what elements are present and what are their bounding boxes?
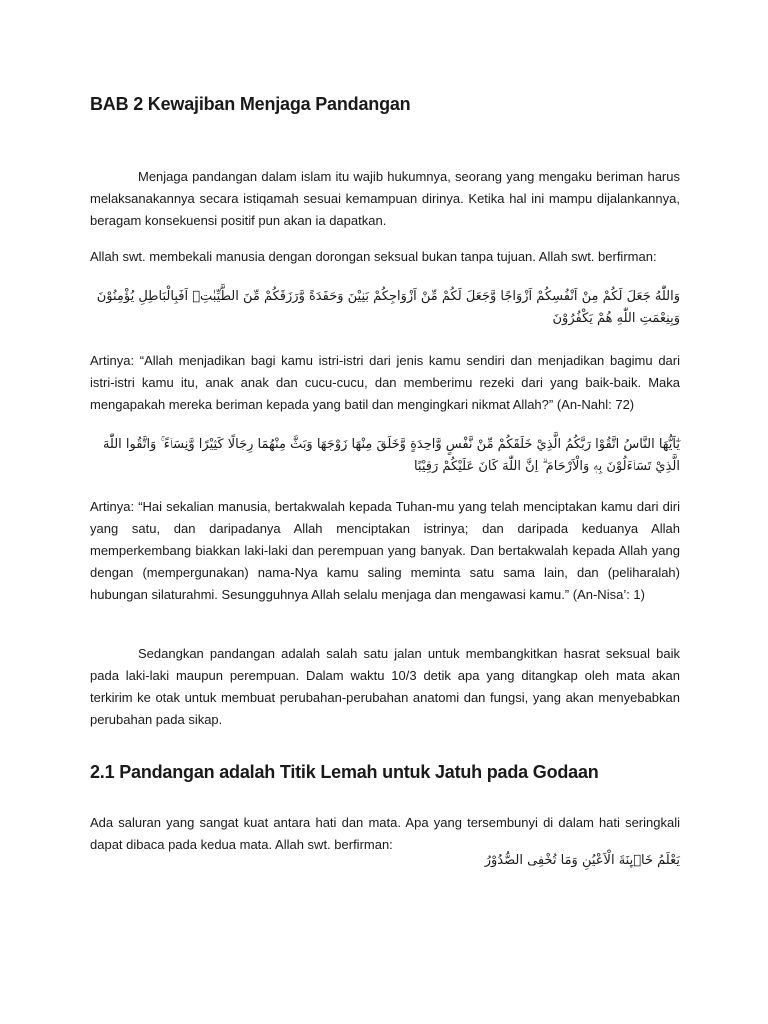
section-heading: 2.1 Pandangan adalah Titik Lemah untuk Jatuh pada Godaan <box>90 762 599 782</box>
arabic-verse-ghafir: يَعْلَمُ خَاۤىِٕنَةَ الْاَعْيُنِ وَمَا تُخْفِى الصُّدُوْرُ <box>484 853 680 868</box>
arabic-verse-an-nahl: وَاللّٰهُ جَعَلَ لَكُمْ مِنْ اَنْفُسِكُمْ اَزْوَاجًا وَّجَعَلَ لَكُمْ مِّنْ اَزْوَاجِكُمْ بَنِيْنَ وَحَفَدَةً وَّرَزَقَكُمْ مِّنَ الطَّيِّبٰتِۗ اَفَبِالْبَاطِلِ يُؤْمِنُوْنَ وَبِنِعْمَتِ اللّٰهِ هُمْ يَكْفُرُوْنَ <box>96 289 680 326</box>
paragraph-pandangan: Sedangkan pandangan adalah salah satu jalan untuk membangkitkan hasrat seksual baik pada laki-laki maupun perempuan. Dalam waktu 10/3 detik apa yang ditangkap oleh mata akan terkirim ke otak untuk membuat perubahan-perubahan anatomi dan fungsi, yang akan menyebabkan perubahan pada sikap. <box>90 646 680 727</box>
chapter-heading: BAB 2 Kewajiban Menjaga Pandangan <box>90 94 411 114</box>
translation-an-nahl: Artinya: “Allah menjadikan bagi kamu istri-istri dari jenis kamu sendiri dan menjadikan bagimu dari istri-istri kamu itu, anak anak dan cucu-cucu, dan memberimu rezeki dari yang baik-baik. Maka mengapakah mereka beriman kepada yang batil dan mengingkari nikmat Allah?” (An-Nahl: 72) <box>90 353 680 412</box>
translation-an-nisa: Artinya: “Hai sekalian manusia, bertakwalah kepada Tuhan-mu yang telah menciptakan kamu dari diri yang satu, dan daripadanya Allah menciptakan istrinya; dan daripada keduanya Allah memperkembang biakkan laki-laki dan perempuan yang banyak. Dan bertakwalah kepada Allah yang dengan (mempergunakan) nama-Nya kamu saling meminta satu sama lain, dan (peliharalah) hubungan silaturahmi. Sesungguhnya Allah selalu menjaga dan mengawasi kamu.” (An-Nisa’: 1) <box>90 499 680 602</box>
paragraph-hati-mata: Ada saluran yang sangat kuat antara hati dan mata. Apa yang tersembunyi di dalam hati seringkali dapat dibaca pada kedua mata. Allah swt. berfirman: <box>90 815 680 852</box>
paragraph-allah-swt: Allah swt. membekali manusia dengan dorongan seksual bukan tanpa tujuan. Allah swt. berfirman: <box>90 249 657 264</box>
arabic-verse-an-nisa: يٰٓاَيُّهَا النَّاسُ اتَّقُوْا رَبَّكُمُ الَّذِيْ خَلَقَكُمْ مِّنْ نَّفْسٍ وَّاحِدَةٍ وَّخَلَقَ مِنْهَا زَوْجَهَا وَبَثَّ مِنْهُمَا رِجَالًا كَثِيْرًا وَّنِسَاۤءً ۚ وَاتَّقُوا اللّٰهَ الَّذِيْ تَسَاۤءَلُوْنَ بِهٖ وَالْاَرْحَامَ ۗ اِنَّ اللّٰهَ كَانَ عَلَيْكُمْ رَقِيْبًا <box>102 437 680 474</box>
paragraph-intro: Menjaga pandangan dalam islam itu wajib hukumnya, seorang yang mengaku beriman harus melaksanakannya secara istiqamah sesuai kemampuan dirinya. Ketika hal ini mampu dijalankannya, beragam konsekuensi positif pun akan ia dapatkan. <box>90 169 680 228</box>
